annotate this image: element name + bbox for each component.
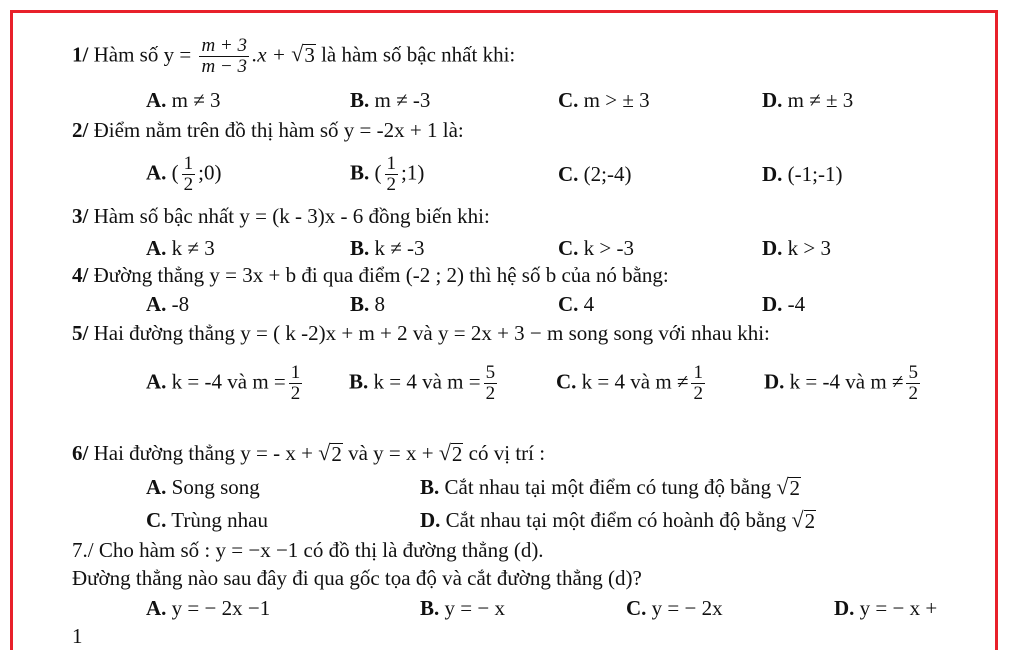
fraction-numerator: 5 bbox=[485, 362, 496, 383]
option-a bbox=[146, 88, 221, 112]
question-text: Đường thẳng y = 3x + b đi qua điểm (-2 ; 2) thì hệ số b của nó bằng: bbox=[93, 263, 669, 287]
option-letter: D. bbox=[762, 162, 783, 186]
option-text: ;1) bbox=[401, 160, 425, 185]
option-text: y = − x bbox=[444, 596, 505, 620]
fraction-denominator: 2 bbox=[386, 174, 397, 195]
option-letter: B. bbox=[350, 160, 370, 185]
option-letter: C. bbox=[558, 292, 579, 316]
square-root bbox=[776, 475, 801, 499]
option-text: 8 bbox=[374, 292, 386, 316]
question-text: 7./ Cho hàm số : y = −x −1 có đồ thị là đường thẳng (d). bbox=[72, 538, 544, 562]
option-text: (2;-4) bbox=[583, 162, 632, 186]
option-text: k = -4 và m ≠ bbox=[789, 369, 904, 394]
radical-sign-icon: √ bbox=[318, 440, 331, 465]
option-letter: A. bbox=[146, 236, 167, 260]
question-text: Điểm nằm trên đồ thị hàm số y = -2x + 1 là: bbox=[93, 118, 464, 142]
option-text: m > ± 3 bbox=[583, 88, 650, 112]
option-c bbox=[556, 363, 708, 404]
fraction-numerator: 5 bbox=[908, 362, 918, 383]
option-text: k ≠ -3 bbox=[374, 236, 425, 260]
option-letter: D. bbox=[764, 369, 785, 394]
option-letter: C. bbox=[558, 162, 579, 186]
option-c bbox=[146, 508, 268, 532]
question-text: Hàm số y = bbox=[93, 42, 192, 67]
fraction-denominator: 2 bbox=[290, 383, 301, 404]
option-c bbox=[558, 292, 594, 316]
option-c bbox=[558, 162, 632, 186]
fraction-numerator: 1 bbox=[183, 153, 194, 174]
question-7-continued bbox=[72, 566, 642, 590]
question-6 bbox=[72, 441, 545, 465]
option-text: y = − x + bbox=[859, 596, 938, 620]
question-text: Hai đường thẳng y = ( k -2)x + m + 2 và y = 2x + 3 − m song song với nhau khi: bbox=[93, 321, 770, 345]
option-letter: C. bbox=[558, 88, 579, 112]
option-c bbox=[558, 88, 650, 112]
question-number: 2/ bbox=[72, 118, 89, 142]
option-letter: B. bbox=[350, 236, 370, 260]
radical-sign-icon: √ bbox=[291, 41, 304, 67]
fraction bbox=[385, 154, 399, 195]
radicand: 2 bbox=[451, 442, 463, 466]
option-b bbox=[349, 363, 500, 404]
option-b bbox=[350, 236, 425, 260]
option-letter: A. bbox=[146, 88, 167, 112]
option-d bbox=[762, 162, 842, 186]
question-number: 3/ bbox=[72, 204, 89, 228]
option-b bbox=[350, 154, 424, 195]
fraction-numerator: m + 3 bbox=[201, 35, 247, 56]
option-letter: C. bbox=[556, 369, 577, 394]
option-letter: D. bbox=[762, 88, 783, 112]
option-letter: A. bbox=[146, 475, 167, 499]
option-d-wrap bbox=[72, 624, 83, 648]
fraction bbox=[289, 363, 303, 404]
option-text: (-1;-1) bbox=[787, 162, 843, 186]
option-a bbox=[146, 236, 215, 260]
option-letter: A. bbox=[146, 596, 167, 620]
option-text: k = -4 và m = bbox=[171, 369, 286, 394]
question-text: Hàm số bậc nhất y = (k - 3)x - 6 đồng biến khi: bbox=[93, 204, 490, 228]
fraction-denominator: 2 bbox=[908, 383, 918, 404]
option-letter: B. bbox=[350, 88, 370, 112]
option-text: k > 3 bbox=[787, 236, 832, 260]
option-letter: D. bbox=[834, 596, 855, 620]
fraction-denominator: 2 bbox=[693, 383, 703, 404]
option-text: -8 bbox=[171, 292, 190, 316]
option-text: k ≠ 3 bbox=[171, 236, 215, 260]
option-letter: A. bbox=[146, 160, 167, 185]
option-letter: D. bbox=[762, 236, 783, 260]
radicand: 2 bbox=[331, 442, 342, 466]
option-a bbox=[146, 154, 222, 195]
option-text: ( bbox=[374, 160, 382, 185]
option-d bbox=[762, 236, 831, 260]
option-text: -4 bbox=[787, 292, 806, 316]
option-d bbox=[762, 88, 853, 112]
option-b bbox=[350, 88, 430, 112]
question-1 bbox=[72, 36, 515, 77]
option-d bbox=[834, 596, 937, 620]
option-letter: D. bbox=[420, 508, 441, 532]
fraction bbox=[906, 363, 920, 404]
option-letter: C. bbox=[558, 236, 579, 260]
question-number: 6/ bbox=[72, 441, 89, 465]
question-number: 4/ bbox=[72, 263, 89, 287]
question-text: Hai đường thẳng y = - x + bbox=[93, 441, 313, 465]
option-text: 4 bbox=[583, 292, 595, 316]
option-a bbox=[146, 292, 189, 316]
option-letter: C. bbox=[626, 596, 647, 620]
question-text: Đường thẳng nào sau đây đi qua gốc tọa độ và cắt đường thẳng (d)? bbox=[72, 566, 642, 590]
option-text: Song song bbox=[171, 475, 260, 499]
fraction-numerator: 1 bbox=[290, 362, 301, 383]
option-b bbox=[350, 292, 385, 316]
option-letter: B. bbox=[350, 292, 370, 316]
question-2 bbox=[72, 118, 464, 142]
fraction bbox=[691, 363, 705, 404]
square-root bbox=[792, 508, 817, 532]
option-a bbox=[146, 363, 305, 404]
radicand: 2 bbox=[804, 509, 816, 533]
question-text: .x + bbox=[251, 42, 286, 67]
option-text: y = − 2x −1 bbox=[171, 596, 271, 620]
option-letter: B. bbox=[420, 596, 440, 620]
option-text: k = 4 và m ≠ bbox=[581, 369, 689, 394]
option-letter: B. bbox=[420, 475, 440, 499]
option-letter: A. bbox=[146, 292, 167, 316]
fraction bbox=[199, 36, 249, 77]
square-root bbox=[318, 441, 343, 465]
option-text: ( bbox=[171, 160, 179, 185]
square-root bbox=[291, 42, 316, 66]
question-text: và y = x + bbox=[348, 441, 434, 465]
option-b bbox=[420, 475, 801, 499]
radical-sign-icon: √ bbox=[438, 440, 451, 465]
option-text: 1 bbox=[72, 624, 83, 648]
radicand: 3 bbox=[304, 43, 315, 68]
option-text: Cắt nhau tại một điểm có tung độ bằng bbox=[444, 475, 772, 499]
radical-sign-icon: √ bbox=[791, 507, 804, 532]
option-letter: A. bbox=[146, 369, 167, 394]
fraction-denominator: 2 bbox=[183, 174, 194, 195]
fraction bbox=[182, 154, 196, 195]
square-root bbox=[439, 441, 464, 465]
option-a bbox=[146, 475, 260, 499]
fraction-denominator: 2 bbox=[485, 383, 496, 404]
question-text: có vị trí : bbox=[468, 441, 546, 465]
option-text: Cắt nhau tại một điểm có hoành độ bằng bbox=[445, 508, 787, 532]
option-text: k = 4 và m = bbox=[373, 369, 481, 394]
question-number: 1/ bbox=[72, 42, 89, 67]
radical-sign-icon: √ bbox=[776, 474, 789, 499]
option-a bbox=[146, 596, 270, 620]
question-4 bbox=[72, 263, 669, 287]
question-3 bbox=[72, 204, 490, 228]
option-letter: C. bbox=[146, 508, 167, 532]
fraction-denominator: m − 3 bbox=[201, 56, 247, 77]
question-7 bbox=[72, 538, 544, 562]
option-c bbox=[626, 596, 723, 620]
option-d bbox=[764, 363, 923, 404]
radicand: 2 bbox=[789, 476, 800, 500]
option-b bbox=[420, 596, 505, 620]
fraction bbox=[484, 363, 498, 404]
option-text: y = − 2x bbox=[651, 596, 723, 620]
option-letter: D. bbox=[762, 292, 783, 316]
fraction-numerator: 1 bbox=[693, 362, 703, 383]
option-d bbox=[762, 292, 805, 316]
option-text: Trùng nhau bbox=[171, 508, 268, 532]
question-number: 5/ bbox=[72, 321, 89, 345]
option-text: k > -3 bbox=[583, 236, 635, 260]
fraction-numerator: 1 bbox=[386, 153, 397, 174]
option-text: m ≠ 3 bbox=[171, 88, 221, 112]
option-text: m ≠ -3 bbox=[374, 88, 431, 112]
option-text: ;0) bbox=[198, 160, 222, 185]
question-text: là hàm số bậc nhất khi: bbox=[321, 42, 516, 67]
question-5 bbox=[72, 321, 770, 345]
option-letter: B. bbox=[349, 369, 369, 394]
option-text: m ≠ ± 3 bbox=[787, 88, 854, 112]
option-d bbox=[420, 508, 816, 532]
option-c bbox=[558, 236, 634, 260]
